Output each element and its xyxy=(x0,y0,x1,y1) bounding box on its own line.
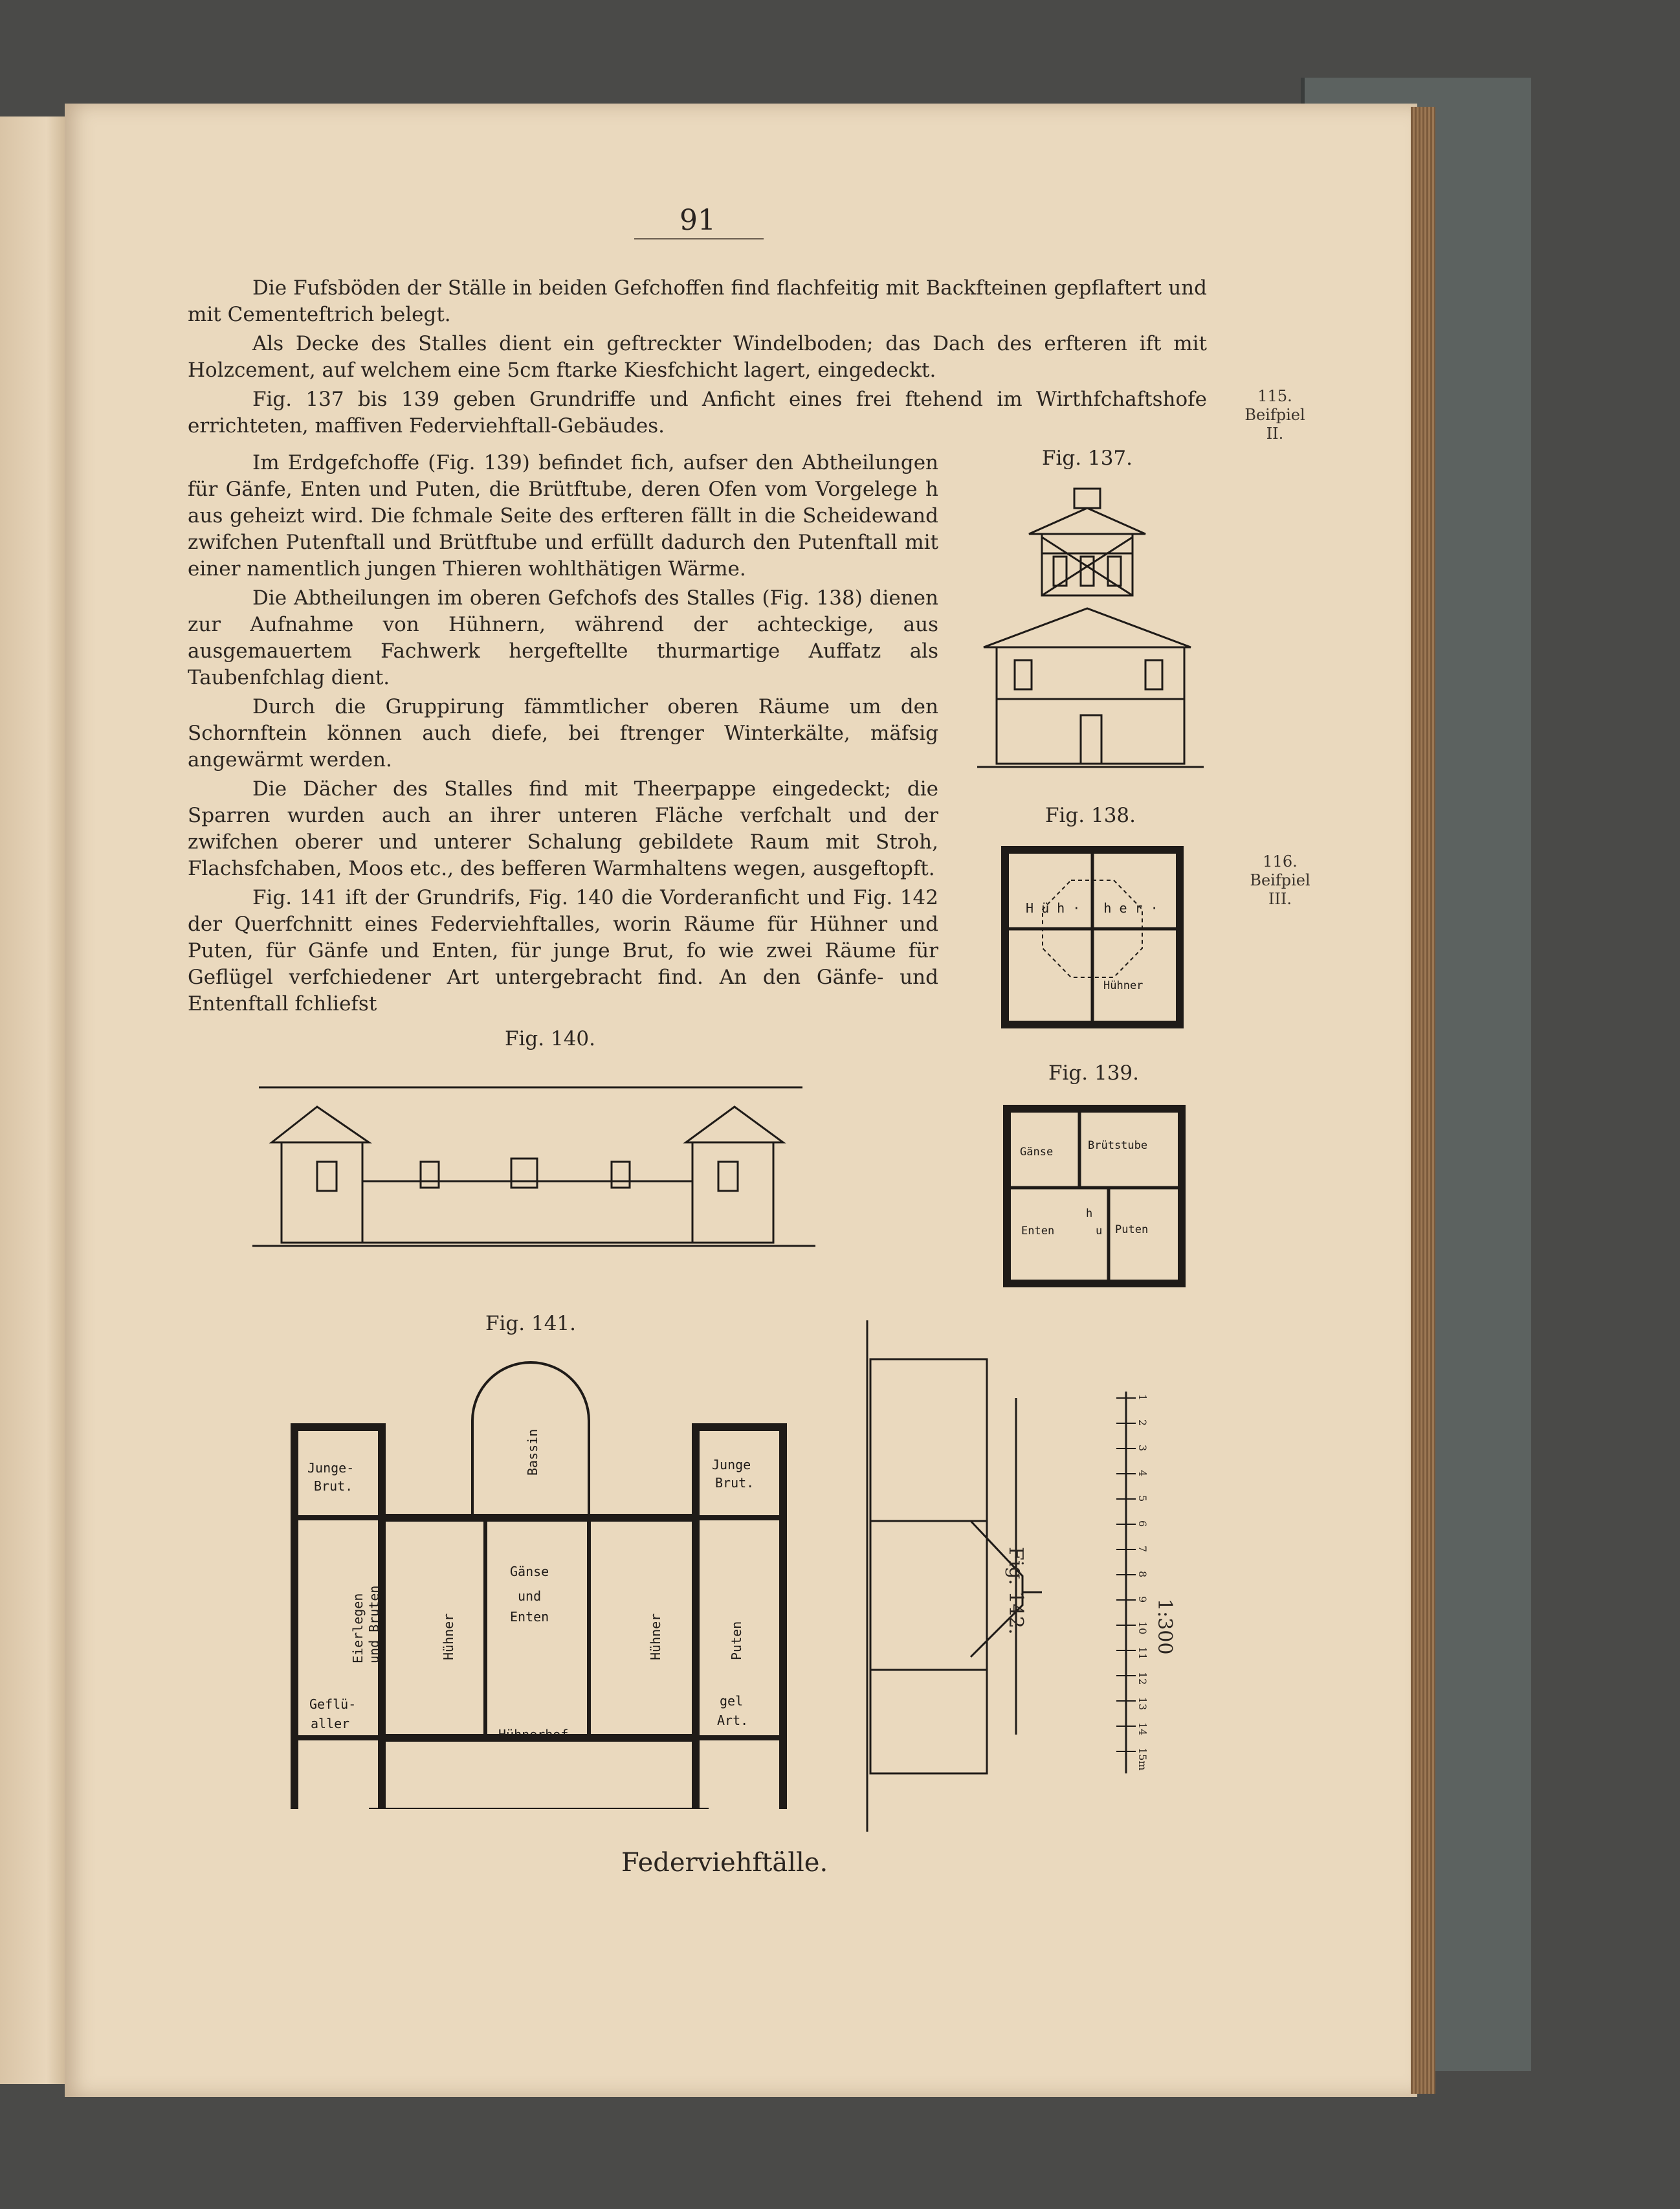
fig-137-caption: Fig. 137. xyxy=(1042,447,1133,470)
scale-tick-label: 14 xyxy=(1136,1722,1149,1736)
paragraph: Fig. 141 ift der Grundrifs, Fig. 140 die Vorderanficht und Fig. 142 der Querfchnitt eines Federviehftalles, worin Räume für Hühner und Puten, für Gänfe und Enten, für junge Brut, fo wie zwei Räume für Geflügel verfchiedener Art untergebracht find. An den Gänfe- und Entenftall fchliefst xyxy=(188,886,938,1016)
fig-141-label-ganse: Gänse xyxy=(510,1564,549,1579)
fig-139-plan xyxy=(1002,1104,1186,1288)
fig-138-label-huhner: Hühner xyxy=(1103,979,1144,992)
scale-tick-label: 4 xyxy=(1136,1470,1149,1477)
margin-note-label: Beifpiel xyxy=(1250,871,1310,889)
fig-141-plan xyxy=(285,1356,796,1809)
paragraph: Im Erdgefchoffe (Fig. 139) befindet fich, aufser den Abtheilungen für Gänfe, Enten und Puten, die Brütftube, deren Ofen vom Vorgelege h aus geheizt wird. Die fchmale Seite des erfteren fällt in die Scheidewand zwifchen Putenftall und Brütftube und erfüllt dadurch den Putenftall mit einer namentlich jungen Thieren wohlthätigen Wärme. xyxy=(188,451,938,581)
scale-tick-label: 8 xyxy=(1136,1571,1149,1578)
fig-139-label-brutstube: Brütstube xyxy=(1088,1139,1148,1152)
page-number: 91 xyxy=(680,204,716,237)
scale-tick-label: 9 xyxy=(1136,1596,1149,1603)
body-text-full xyxy=(188,275,1207,439)
paragraph: Die Fufsböden der Ställe in beiden Gefchoffen find flachfeitig mit Backfteinen gepflaftert und mit Cementeftrich belegt. xyxy=(188,276,1207,326)
scale-tick-label: 10 xyxy=(1136,1621,1149,1635)
fig-139-label-ganse: Gänse xyxy=(1020,1146,1054,1159)
fig-142-caption: Fig. 142. xyxy=(1004,1547,1027,1635)
fig-140-caption: Fig. 140. xyxy=(505,1027,595,1050)
scale-tick-label: 1 xyxy=(1136,1394,1149,1401)
fig-139-label-u: u xyxy=(1096,1225,1103,1238)
margin-note-number: 116. xyxy=(1263,852,1298,871)
scale-tick-label: 3 xyxy=(1136,1445,1149,1452)
fig-141-label-junge-left-2: Brut. xyxy=(314,1478,353,1494)
fig-141-label-art: Art. xyxy=(717,1713,749,1728)
fig-140-elevation xyxy=(252,1061,822,1256)
body-text-narrow xyxy=(188,450,938,1017)
margin-note-roman: III. xyxy=(1268,890,1292,908)
margin-note-label: Beifpiel xyxy=(1244,406,1305,424)
fig-139-label-h: h xyxy=(1086,1207,1093,1220)
fig-141-label-und: und xyxy=(518,1588,542,1604)
scale-tick-label: 5 xyxy=(1136,1495,1149,1502)
fig-141-caption: Fig. 141. xyxy=(485,1312,576,1335)
fig-139-label-enten: Enten xyxy=(1021,1225,1055,1238)
fig-141-label-geflu: Geflü- xyxy=(309,1696,357,1712)
fig-138-caption: Fig. 138. xyxy=(1045,804,1136,827)
fig-141-label-gel: gel xyxy=(720,1693,744,1709)
margin-note-roman: II. xyxy=(1266,425,1284,443)
margin-note-116 xyxy=(1235,852,1325,909)
fig-138-label-huhner-top: H ü h · · h e r · xyxy=(1026,900,1158,916)
fig-137-elevation xyxy=(977,476,1210,773)
page-stack-edge xyxy=(1411,107,1435,2094)
margin-note-115 xyxy=(1230,387,1320,443)
paragraph: Als Decke des Stalles dient ein geftreckter Windelboden; das Dach des erfteren ift mit Holzcement, auf welchem eine 5cm ftarke Kiesfchicht lagert, eingedeckt. xyxy=(188,332,1207,382)
fig-141-label-enten: Enten xyxy=(510,1609,549,1625)
fig-141-label-aller: aller xyxy=(311,1716,350,1731)
scale-tick-label: 7 xyxy=(1136,1546,1149,1553)
fig-139-caption: Fig. 139. xyxy=(1048,1061,1139,1085)
scale-bar xyxy=(1107,1385,1191,1786)
scale-tick-label: 11 xyxy=(1136,1647,1149,1660)
margin-note-number: 115. xyxy=(1257,387,1292,405)
scale-tick-label: 6 xyxy=(1136,1520,1149,1527)
scale-tick-label: 13 xyxy=(1136,1697,1149,1711)
scale-tick-label: 2 xyxy=(1136,1419,1149,1426)
fig-141-label-und-bruten: und Bruten xyxy=(366,1585,382,1663)
fig-139-label-puten: Puten xyxy=(1115,1223,1149,1236)
fig-141-label-eierlegen: Eierlegen xyxy=(350,1593,366,1663)
fig-141-label-huhner-left: Hühner xyxy=(441,1613,456,1660)
fig-141-label-junge-right-2: Brut. xyxy=(715,1475,755,1491)
scale-ratio: 1:300 xyxy=(1153,1599,1176,1655)
fig-141-label-junge-right-1: Junge xyxy=(712,1457,751,1472)
paragraph: Die Dächer des Stalles find mit Theerpappe eingedeckt; die Sparren wurden auch an ihrer unteren Fläche verfchalt und der zwifchen oberer und unterer Schalung gebildete Raum mit Stroh, Flachsfchaben, Moos etc., des befferen Warmhaltens wegen, ausgeftopft. xyxy=(188,777,938,880)
scale-tick-label: 15m xyxy=(1136,1748,1149,1771)
fig-141-label-puten: Puten xyxy=(729,1621,744,1660)
paragraph: Fig. 137 bis 139 geben Grundriffe und Anficht eines frei ftehend im Wirthfchaftshofe errichteten, maffiven Federviehftall-Gebäudes. xyxy=(188,388,1207,438)
scale-tick-label: 12 xyxy=(1136,1672,1149,1685)
fig-141-label-huhnerhof: Hühnerhof xyxy=(498,1727,569,1742)
fig-141-label-junge-left-1: Junge- xyxy=(307,1460,355,1476)
plate-caption: Federviehftälle. xyxy=(621,1848,828,1878)
fig-138-plan xyxy=(1000,845,1184,1029)
page-number-rule xyxy=(634,238,764,239)
paragraph: Die Abtheilungen im oberen Gefchofs des Stalles (Fig. 138) dienen zur Aufnahme von Hühnern, während der achteckige, aus ausgemauertem Fachwerk hergeftellte thurmartige Auffatz als Taubenfchlag dient. xyxy=(188,586,938,689)
fig-141-label-huhner-right: Hühner xyxy=(648,1613,663,1660)
fig-141-label-bassin: Bassin xyxy=(525,1428,540,1476)
paragraph: Durch die Gruppirung fämmtlicher oberen Räume um den Schornftein können auch diefe, bei ftrenger Winterkälte, mäfsig angewärmt werden. xyxy=(188,695,938,771)
fig-142-section xyxy=(802,1320,1048,1838)
